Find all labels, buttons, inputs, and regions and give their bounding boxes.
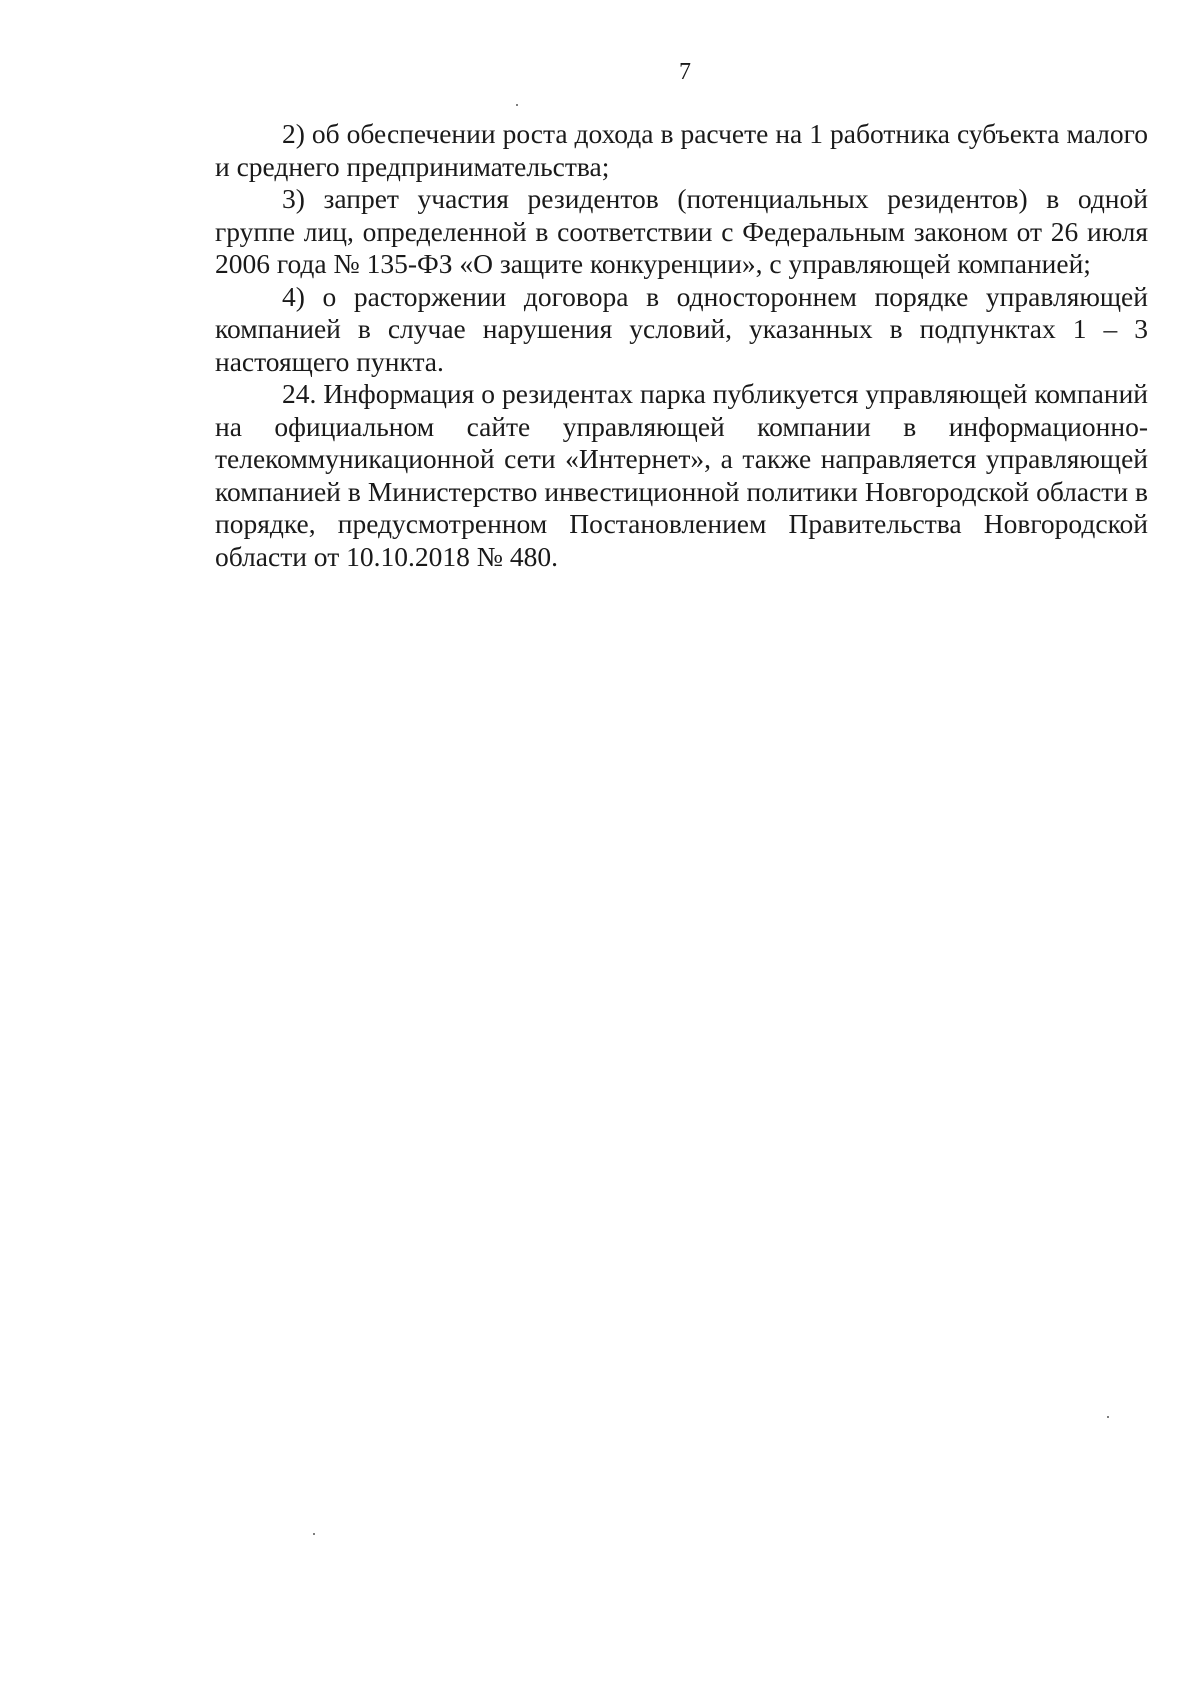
- scan-speck: [313, 1533, 315, 1535]
- list-item-3: 3) запрет участия резидентов (потенциальных резидентов) в одной группе лиц, определенной в соответствии с Федеральным законом от 26 июля 2006 года № 135-ФЗ «О защите конкуренции», с управляющей компанией;: [215, 183, 1148, 279]
- list-item-2: 2) об обеспечении роста дохода в расчете на 1 работника субъекта малого и среднего предпринимательства;: [215, 118, 1148, 182]
- list-item-4: 4) о расторжении договора в одностороннем порядке управляющей компанией в случае нарушения условий, указанных в подпунктах 1 – 3 настоящего пункта.: [215, 280, 1148, 377]
- scan-speck: [1107, 1416, 1109, 1418]
- scan-speck: [516, 104, 518, 106]
- page-number: 7: [679, 59, 691, 85]
- clause-24: 24. Информация о резидентах парка публикуется управляющей компаний на официальном сайте управляющей компании в информационно-телекоммуникационной сети «Интернет», а также направляется управляющей компанией в Министерство инвестиционной политики Новгородской области в порядке, предусмотренном Постановлением Правительства Новгородской области от 10.10.2018 № 480.: [215, 378, 1148, 572]
- document-body: [215, 118, 1148, 573]
